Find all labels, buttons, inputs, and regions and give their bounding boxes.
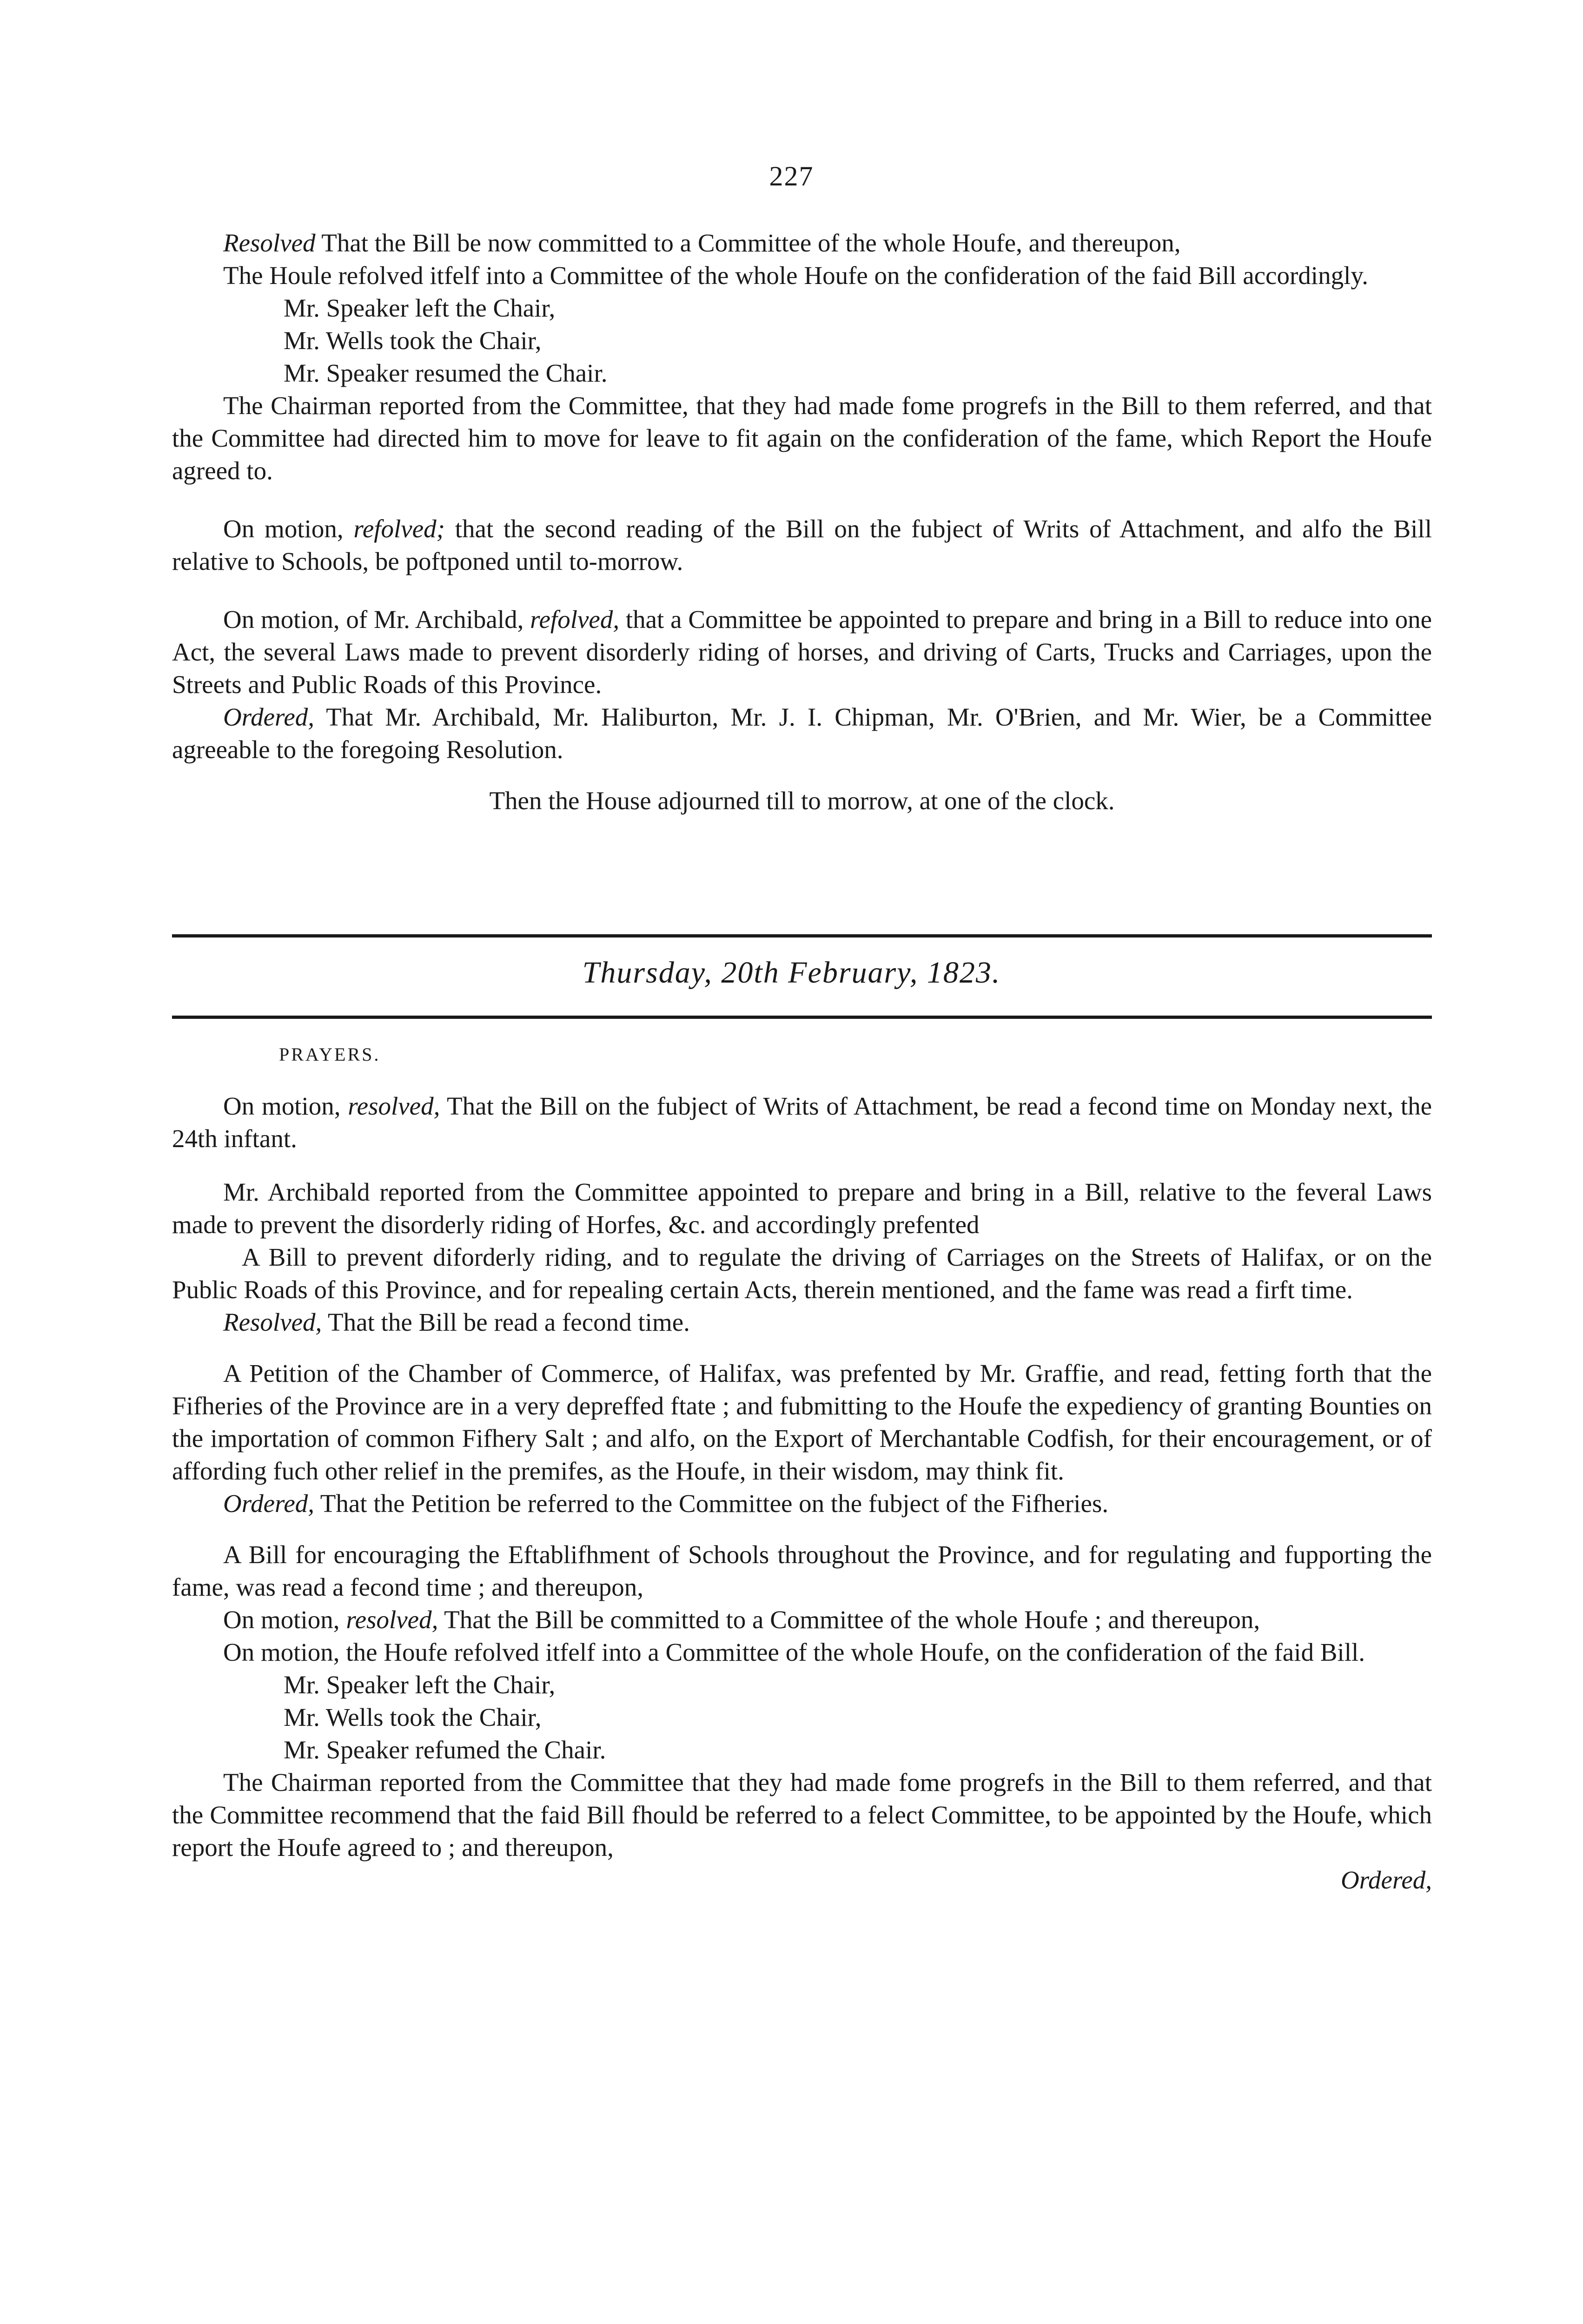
resolved-second-paragraph bbox=[172, 1306, 1432, 1339]
writs-motion-paragraph bbox=[172, 1090, 1432, 1155]
committee-motion-paragraph: On motion, the Houfe refolved itfelf into a Committee of the whole Houfe, on the confideration of the faid Bill. bbox=[223, 1638, 1365, 1666]
house-resolved-paragraph: The Houle refolved itfelf into a Committee of the whole Houfe on the confideration of the faid Bill accordingly. bbox=[223, 261, 1369, 290]
speaker-left-line: Mr. Speaker left the Chair, bbox=[284, 1670, 556, 1699]
ordered-paragraph bbox=[172, 701, 1432, 766]
archibald-report-paragraph: Mr. Archibald reported from the Committee appointed to prepare and bring in a Bill, relative to the feveral Laws made to prevent the disorderly riding of Horfes, &c. and accordingly prefented bbox=[172, 1178, 1432, 1239]
motion-text: That the Bill on the fubject of Writs of Attachment, be read a fecond time on Monday next, the 24th inftant. bbox=[172, 1092, 1432, 1153]
ordered-label: Ordered, bbox=[223, 703, 315, 731]
postpone-motion-paragraph bbox=[172, 513, 1432, 578]
chairman-report-paragraph: The Chairman reported from the Committee that they had made fome progrefs in the Bill to them referred, and that the Committee recommend that the faid Bill fhould be referred to a felect Committee, to be appointed by the Houfe, which report the Houfe agreed to ; and thereupon, bbox=[172, 1768, 1432, 1862]
ordered-label: Ordered, bbox=[223, 1489, 315, 1518]
motion-label: resolved, bbox=[346, 1605, 438, 1634]
commit-motion-paragraph bbox=[172, 1604, 1432, 1636]
motion-prefix: On motion, bbox=[223, 515, 354, 543]
resolved-text: That the Bill be now committed to a Committee of the whole Houfe, and thereupon, bbox=[315, 229, 1181, 257]
resolved-label: Resolved bbox=[223, 229, 316, 257]
wells-took-line: Mr. Wells took the Chair, bbox=[284, 1703, 542, 1731]
bottom-rule bbox=[172, 1016, 1432, 1019]
motion-label: resolved, bbox=[348, 1092, 440, 1120]
date-heading: Thursday, 20th February, 1823. bbox=[582, 956, 1001, 990]
ordered-text: That the Petition be referred to the Committee on the fubject of the Fifheries. bbox=[314, 1489, 1109, 1518]
motion-label: refolved; bbox=[353, 515, 445, 543]
motion-prefix: On motion, bbox=[223, 1605, 346, 1634]
resolved-paragraph bbox=[172, 227, 1432, 259]
catchword: Ordered, bbox=[1340, 1866, 1432, 1894]
motion-text: that the second reading of the Bill on the fubject of Writs of Attachment, and alfo the Bill relative to Schools, be poftponed until to-morrow. bbox=[172, 515, 1432, 575]
resolved-label: Resolved, bbox=[223, 1308, 322, 1336]
section-2 bbox=[172, 1090, 1432, 1896]
petition-paragraph: A Petition of the Chamber of Commerce, of Halifax, was prefented by Mr. Graffie, and read, fetting forth that the Fifheries of the Province are in a very depreffed ftate ; and fubmitting to the Houfe the expediency of granting Bounties on the importation of common Fifhery Salt ; and alfo, on the Export of Merchantable Codfish, for their encouragement, or of affording fuch other relief in the premifes, as the Houfe, in their wisdom, may think fit. bbox=[172, 1359, 1432, 1485]
prayers-heading: PRAYERS. bbox=[279, 1044, 381, 1065]
motion-prefix: On motion, bbox=[223, 1092, 348, 1120]
archibald-prefix: On motion, of Mr. Archibald, bbox=[223, 605, 530, 634]
speaker-resumed-line: Mr. Speaker refumed the Chair. bbox=[284, 1736, 606, 1764]
schools-bill-paragraph: A Bill for encouraging the Eftablifhment of Schools throughout the Province, and for regulating and fupporting the fame, was read a fecond time ; and thereupon, bbox=[172, 1540, 1432, 1601]
motion-text: That the Bill be committed to a Committee of the whole Houfe ; and thereupon, bbox=[438, 1605, 1260, 1634]
page-number: 227 bbox=[769, 161, 814, 191]
section-1 bbox=[172, 227, 1432, 817]
speaker-resumed-line: Mr. Speaker resumed the Chair. bbox=[284, 359, 608, 387]
chairman-report-paragraph: The Chairman reported from the Committee, that they had made fome progrefs in the Bill to them referred, and that the Committee had directed him to move for leave to fit again on the confideration of the fame, which Report the Houfe agreed to. bbox=[172, 391, 1432, 485]
top-rule bbox=[172, 934, 1432, 938]
ordered-text: That Mr. Archibald, Mr. Haliburton, Mr. J. I. Chipman, Mr. O'Brien, and Mr. Wier, be a Committee agreeable to the foregoing Resolution. bbox=[172, 703, 1432, 764]
wells-took-line: Mr. Wells took the Chair, bbox=[284, 326, 542, 355]
archibald-label: refolved, bbox=[530, 605, 620, 634]
archibald-text: that a Committee be appointed to prepare and bring in a Bill to reduce into one Act, the several Laws made to prevent disorderly riding of horses, and driving of Carts, Trucks and Carriages, upon the Streets and Public Roads of this Province. bbox=[172, 605, 1432, 699]
ordered-petition-paragraph bbox=[172, 1487, 1432, 1520]
speaker-left-line: Mr. Speaker left the Chair, bbox=[284, 294, 556, 322]
bill-paragraph: A Bill to prevent diforderly riding, and to regulate the driving of Carriages on the Streets of Halifax, or on the Public Roads of this Province, and for repealing certain Acts, therein mentioned, and the fame was read a firft time. bbox=[172, 1243, 1432, 1304]
resolved-text: That the Bill be read a fecond time. bbox=[322, 1308, 690, 1336]
archibald-motion-paragraph bbox=[172, 603, 1432, 701]
adjourned-line: Then the House adjourned till to morrow, at one of the clock. bbox=[489, 786, 1115, 815]
